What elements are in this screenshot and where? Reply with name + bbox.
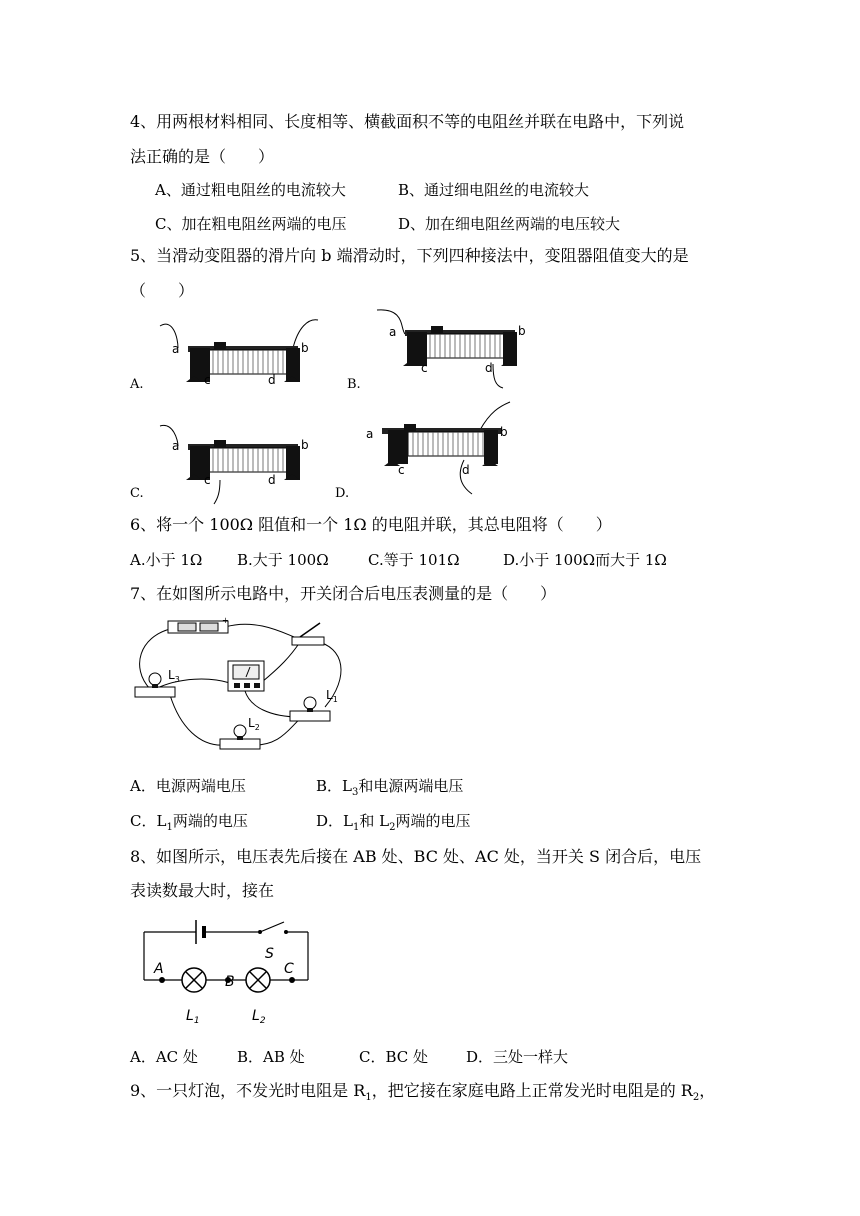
q5-stem-line2: （ ） <box>130 281 195 300</box>
svg-text:a: a <box>172 342 180 356</box>
svg-text:L1: $L_1$ <box>186 1008 200 1026</box>
rheostat-figure-c <box>158 422 328 507</box>
q9-stem: 9、一只灯泡，不发光时电阻是 $R_1$，把它接在家庭电路上正常发光时电阻是的 $R_2$， <box>130 1081 716 1104</box>
q6-stem: 6、将一个 100Ω 阻值和一个 1Ω 的电阻并联，其总电阻将（ ） <box>130 515 612 534</box>
svg-text:A: A <box>154 961 164 977</box>
q6-option-c: C.等于 101Ω <box>368 551 460 569</box>
q8-option-b: B．AB 处 <box>237 1048 305 1066</box>
svg-text:c: c <box>421 361 428 375</box>
q4-option-a: A、通过粗电阻丝的电流较大 <box>155 181 346 199</box>
svg-text:d: d <box>462 463 470 477</box>
svg-text:+: + <box>222 616 229 625</box>
svg-text:a: a <box>366 427 374 441</box>
q8-stem-line1: 8、如图所示，电压表先后接在 AB 处、BC 处、AC 处，当开关 S 闭合后，电压 <box>130 847 702 866</box>
svg-text:c: c <box>204 373 211 387</box>
q5-label-b: B. <box>347 377 361 392</box>
q6-option-a: A.小于 1Ω <box>130 551 203 569</box>
rheostat-figure-b <box>375 308 545 388</box>
svg-text:L2: $L_2$ <box>248 716 260 732</box>
svg-text:c: c <box>398 463 405 477</box>
svg-text:d: d <box>268 473 276 487</box>
q4-stem-line2: 法正确的是（ ） <box>130 147 275 166</box>
svg-text:b: b <box>301 341 309 355</box>
svg-text:b: b <box>518 324 526 338</box>
q8-option-c: C．BC 处 <box>359 1048 429 1066</box>
q4-option-b: B、通过细电阻丝的电流较大 <box>398 181 590 199</box>
q7-option-b: B．$L_3$和电源两端电压 <box>316 777 464 798</box>
rheostat-figure-d <box>362 402 532 497</box>
svg-text:B: B <box>225 974 235 990</box>
q5-label-c: C. <box>130 486 144 501</box>
q7-option-c: C．$L_1$两端的电压 <box>130 812 248 833</box>
q8-circuit-figure <box>138 918 318 1028</box>
svg-text:C: C <box>284 961 294 977</box>
rheostat-figure-a <box>158 318 328 398</box>
svg-text:a: a <box>172 439 180 453</box>
q5-label-a: A. <box>130 377 144 392</box>
q8-option-a: A．AC 处 <box>130 1048 198 1066</box>
q5-stem-line1: 5、当滑动变阻器的滑片向 b 端滑动时，下列四种接法中，变阻器阻值变大的是 <box>130 246 689 265</box>
q6-option-d: D.小于 100Ω而大于 1Ω <box>503 551 667 569</box>
q7-option-a: A．电源两端电压 <box>130 777 246 795</box>
svg-text:L2: $L_2$ <box>252 1008 266 1026</box>
q7-stem: 7、在如图所示电路中，开关闭合后电压表测量的是（ ） <box>130 584 557 603</box>
q4-option-c: C、加在粗电阻丝两端的电压 <box>155 215 347 233</box>
q5-label-d: D. <box>335 486 350 501</box>
svg-text:b: b <box>301 438 309 452</box>
q4-stem-line1: 4、用两根材料相同、长度相等、横截面积不等的电阻丝并联在电路中，下列说 <box>130 112 685 131</box>
svg-text:d: d <box>485 361 493 375</box>
q4-option-d: D、加在细电阻丝两端的电压较大 <box>398 215 621 233</box>
svg-text:b: b <box>500 425 508 439</box>
svg-text:d: d <box>268 373 276 387</box>
q7-option-d: D．$L_1$和 $L_2$两端的电压 <box>316 812 471 833</box>
q7-circuit-figure <box>130 617 360 767</box>
q6-option-b: B.大于 100Ω <box>237 551 329 569</box>
q8-option-d: D．三处一样大 <box>466 1048 569 1066</box>
q8-stem-line2: 表读数最大时，接在 <box>130 881 275 900</box>
svg-text:L1: $L_1$ <box>326 688 338 704</box>
svg-text:L3: $L_3$ <box>168 668 180 684</box>
svg-text:S: S <box>265 946 274 962</box>
svg-text:a: a <box>389 325 397 339</box>
svg-text:c: c <box>204 473 211 487</box>
